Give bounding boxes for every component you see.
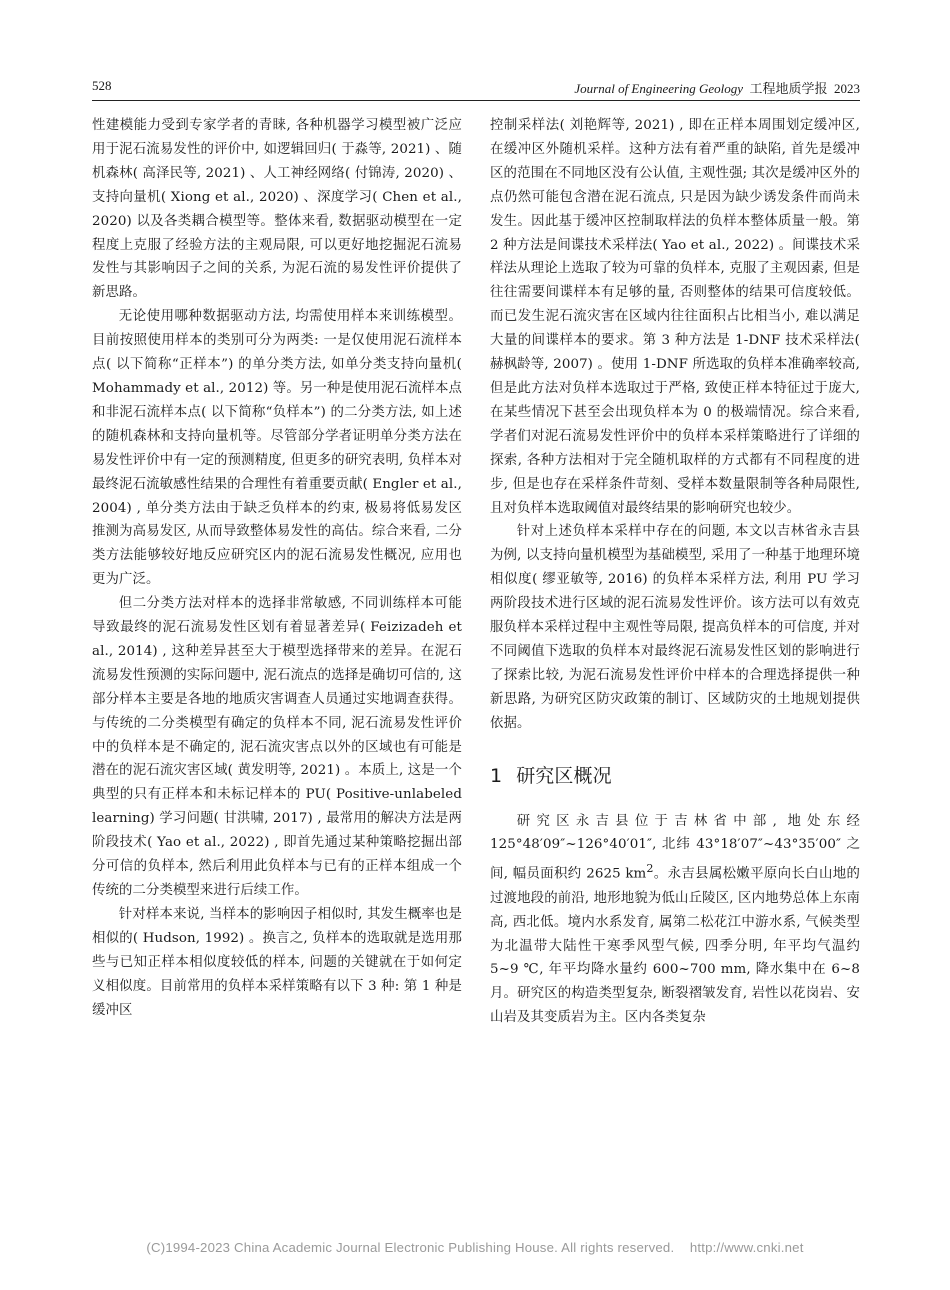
left-column: [92, 114, 462, 1022]
copyright-footer: [0, 1240, 950, 1255]
body-paragraph: 针对样本来说, 当样本的影响因子相似时, 其发生概率也是相似的( Hudson, 1992) 。换言之, 负样本的选取就是选用那些与已知正样本相似度较低的样本, 问题的关键就在于如何定义相似度。目前常用的负样本采样策略有以下 3 种: 第 1 种是缓冲区: [92, 906, 462, 1018]
body-paragraph: 控制采样法( 刘艳辉等, 2021) , 即在正样本周围划定缓冲区, 在缓冲区外随机采样。这种方法有着严重的缺陷, 首先是缓冲区的范围在不同地区没有公认值, 主观性强; 其次是缓冲区外的点仍然可能包含潜在泥石流点, 只是因为缺少诱发条件而尚未发生。因此基于缓冲区控制取样法的负样本整体质量一般。第 2 种方法是间谍技术采样法( Yao et al., 2022) 。间谍技术采样法从理论上选取了较为可靠的负样本, 克服了主观因素, 但是往往需要间谍样本有足够的量, 否则整体的结果可信度较低。而已发生泥石流灾害在区域内往往面积占比相当小, 难以满足大量的间谍样本的要求。第 3 种方法是 1-DNF 技术采样法( 赫枫龄等, 2007) 。使用 1-DNF 所选取的负样本准确率较高, 但是此方法对负样本选取过于严格, 致使正样本特征过于庞大, 在某些情况下甚至会出现负样本为 0 的极端情况。综合来看, 学者们对泥石流易发性评价中的负样本采样策略进行了详细的探索, 各种方法相对于完全随机取样的方式都有不同程度的进步, 但是也存在采样条件苛刻、受样本数量限制等各种局限性, 且对负样本选取阈值对最终结果的影响研究也较少。: [490, 118, 860, 516]
journal-name-english: Journal of Engineering Geology: [574, 81, 743, 96]
body-paragraph: 针对上述负样本采样中存在的问题, 本文以吉林省永吉县为例, 以支持向量机模型为基础模型, 采用了一种基于地理环境相似度( 缪亚敏等, 2016) 的负样本采样方法, 利用 PU 学习两阶段技术进行区域的泥石流易发性评价。该方法可以有效克服负样本采样过程中主观性等局限, 提高负样本的可信度, 并对不同阈值下选取的负样本对最终泥石流易发性区划的影响进行了探索比较, 为泥石流易发性评价中样本的合理选择提供一种新思路, 为研究区防灾政策的制订、区域防灾的土地规划提供依据。: [490, 524, 860, 731]
body-paragraph: 性建模能力受到专家学者的青睐, 各种机器学习模型被广泛应用于泥石流易发性的评价中, 如逻辑回归( 于淼等, 2021) 、随机森林( 高泽民等, 2021) 、人工神经网络( 付锦涛, 2020) 、支持向量机( Xiong et al., 2020) 、深度学习( Chen et al., 2020) 以及各类耦合模型等。整体来看, 数据驱动模型在一定程度上克服了经验方法的主观局限, 可以更好地挖掘泥石流易发性与其影响因子之间的关系, 为泥石流的易发性评价提供了新思路。: [92, 118, 462, 301]
paragraph-text: 研究区永吉县位于吉林省中部, 地处东经 125°48′09″~126°40′01″, 北纬 43°18′07″~43°35′00″ 之间, 幅员面积约 2625 km: [490, 813, 860, 882]
copyright-text: (C)1994-2023 China Academic Journal Electronic Publishing House. All rights reserved.: [146, 1240, 675, 1255]
body-paragraph: 无论使用哪种数据驱动方法, 均需使用样本来训练模型。目前按照使用样本的类别可分为两类: 一是仅使用泥石流样本点( 以下简称“正样本”) 的单分类方法, 如单分类支持向量机( Mohammady et al., 2012) 等。另一种是使用泥石流样本点和非泥石流样本点( 以下简称“负样本”) 的二分类方法, 如上述的随机森林和支持向量机等。尽管部分学者证明单分类方法在易发性评价中有一定的预测精度, 但更多的研究表明, 负样本对最终泥石流敏感性结果的合理性有着重要贡献( Engler et al., 2004) , 单分类方法由于缺乏负样本的约束, 极易将低易发区推测为高易发区, 从而导致整体易发性的高估。综合来看, 二分类方法能够较好地反应研究区内的泥石流易发性概况, 应用也更为广泛。: [92, 309, 462, 588]
running-header: [92, 76, 860, 101]
journal-name: [574, 78, 860, 97]
section-number: 1: [490, 764, 503, 787]
section-title: 研究区概况: [516, 764, 612, 787]
paragraph-text: 。永吉县属松嫩平原向长白山地的过渡地段的前沿, 地形地貌为低山丘陵区, 区内地势总体上东南高, 西北低。境内水系发育, 属第二松花江中游水系, 气候类型为北温带大陆性干寒季风型气候, 四季分明, 年平均气温约 5~9 ℃, 年平均降水量约 600~700 mm, 降水集中在 6~8 月。研究区的构造类型复杂, 断裂褶皱发育, 岩性以花岗岩、安山岩及其变质岩为主。区内各类复杂: [490, 866, 861, 1026]
journal-name-chinese: 工程地质学报: [749, 81, 828, 96]
right-column: [490, 114, 860, 1030]
journal-year: 2023: [834, 81, 860, 96]
footer-url: http://www.cnki.net: [689, 1240, 804, 1255]
page-number: 528: [92, 78, 112, 93]
section-heading: [490, 762, 860, 790]
body-paragraph: [490, 810, 860, 1031]
body-paragraph: 但二分类方法对样本的选择非常敏感, 不同训练样本可能导致最终的泥石流易发性区划有着显著差异( Feizizadeh et al., 2014) , 这种差异甚至大于模型选择带来的差异。在泥石流易发性预测的实际问题中, 泥石流点的选择是确切可信的, 这部分样本主要是各地的地质灾害调查人员通过实地调查获得。与传统的二分类模型有确定的负样本不同, 泥石流易发性评价中的负样本是不确定的, 泥石流灾害点以外的区域也有可能是潜在的泥石流灾害区域( 黄发明等, 2021) 。本质上, 这是一个典型的只有正样本和未标记样本的 PU( Positive-unlabeled learning) 学习问题( 甘洪啸, 2017) , 最常用的解决方法是两阶段技术( Yao et al., 2022) , 即首先通过某种策略挖掘出部分可信的负样本, 然后利用此负样本与已有的正样本组成一个传统的二分类模型来进行后续工作。: [92, 596, 462, 898]
superscript: 2: [646, 862, 654, 876]
